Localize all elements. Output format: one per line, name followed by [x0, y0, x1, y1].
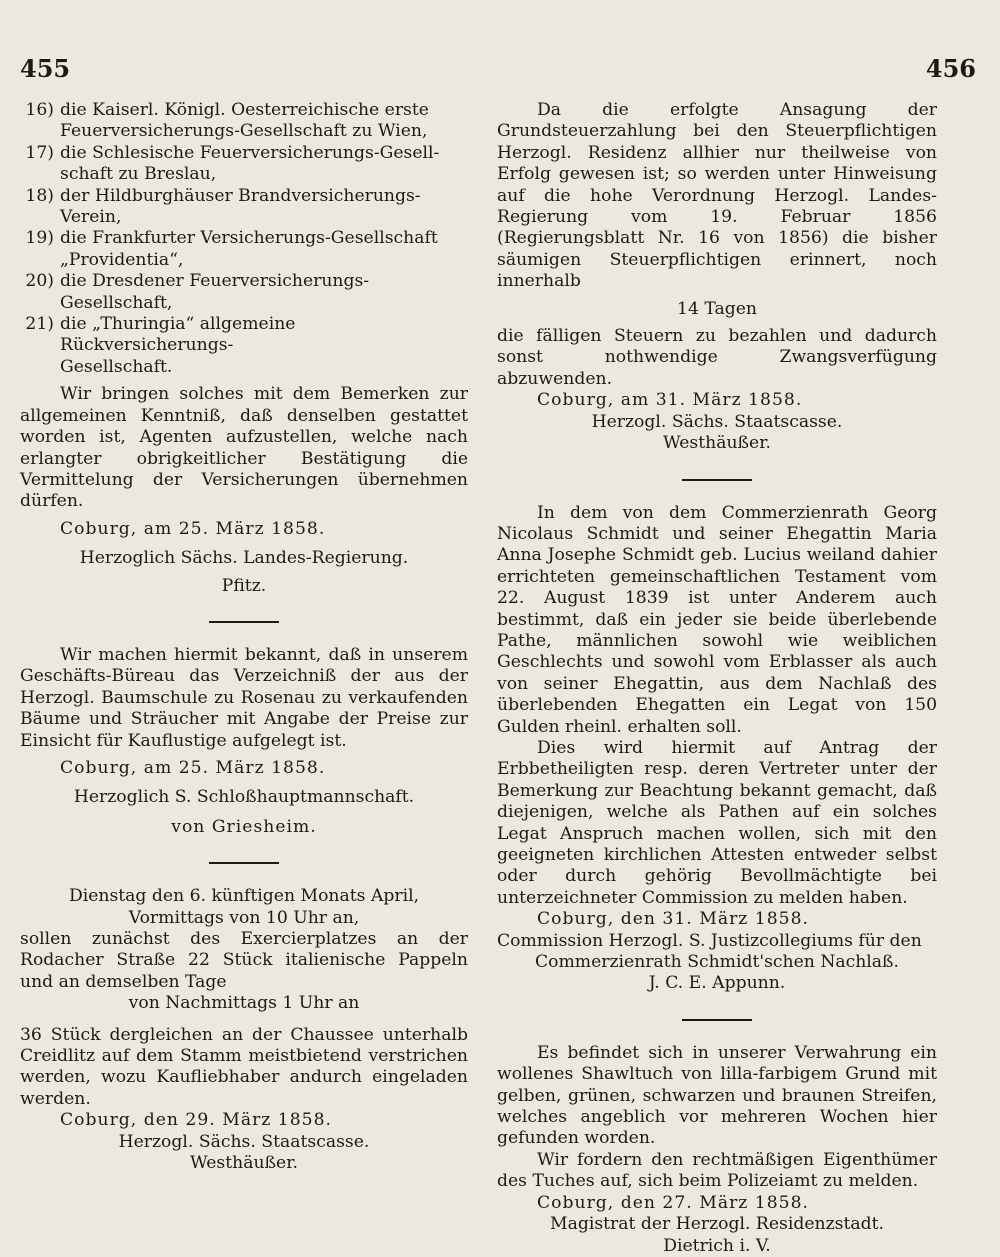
notice-signature: Pfitz.: [221, 575, 267, 596]
notice-body: Es befindet sich in unserer Verwahrung ein wollenes Shawltuch von lilla-farbigem Grund mit gelben, grünen, schwarzen und braunen Streifen, welches angeblich vor mehreren Wochen hier gefunden worden.: [497, 1042, 937, 1149]
section-divider: [682, 1019, 752, 1021]
list-item: 17) die Schlesische Feuerversicherungs-Gesell- schaft zu Breslau,: [25, 142, 440, 185]
notice-authority: Herzogl. Sächs. Staatscasse.: [118, 1131, 370, 1152]
notice-body: 36 Stück dergleichen an der Chaussee unterhalb Creidlitz auf dem Stamm meistbietend verstrichen werden, wozu Kaufliebhaber andurch eingeladen werden.: [20, 1024, 468, 1109]
notice-signature: von Griesheim.: [171, 816, 317, 837]
notice-body: Wir fordern den rechtmäßigen Eigenthümer des Tuches auf, sich beim Polizeiamt zu melden.: [497, 1149, 937, 1192]
notice-body: Dies wird hiermit auf Antrag der Erbbetheiligten resp. deren Vertreter unter der Bemerkung zur Beachtung bekannt gemacht, daß diejenigen, welche als Pathen auf ein solches Legat Anspruch machen wollen, sich mit den geeigneten kirchlichen Attesten entweder selbst oder durch gehörig Bevollmächtigte bei unterzeichneter Commission zu melden haben.: [497, 737, 937, 908]
notice-date: Coburg, am 25. März 1858.: [60, 518, 326, 539]
insurance-company-list: [20, 100, 468, 378]
notice-date: Coburg, den 27. März 1858.: [537, 1192, 810, 1213]
auction-date-line: Dienstag den 6. künftigen Monats April,: [68, 886, 420, 907]
notice-date: Coburg, den 31. März 1858.: [537, 909, 810, 930]
notice-body: Wir machen hiermit bekannt, daß in unserem Geschäfts-Büreau das Verzeichniß der aus der Herzogl. Baumschule zu Rosenau zu verkaufenden Bäume und Sträucher mit Angabe der Preise zur Einsicht für Kauflustige aufgelegt ist.: [20, 644, 468, 751]
notice-signature: Westhäußer.: [663, 433, 771, 454]
notice-body: Da die erfolgte Ansagung der Grundsteuerzahlung bei den Steuerpflichtigen Herzogl. Residenz allhier nur theilweise von Erfolg gewesen ist; so werden unter Hinweisung auf die hohe Verordnung Herzogl. Landes-Regierung vom 19. Februar 1856 (Regierungsblatt Nr. 16 von 1856) die bisher säumigen Steuerpflichtigen erinnert, noch innerhalb: [497, 100, 937, 292]
section-divider: [209, 862, 279, 864]
right-column: [497, 100, 937, 1257]
list-item: 18) der Hildburghäuser Brandversicherungs- Verein,: [25, 185, 421, 228]
page-number-right: 456: [925, 54, 976, 83]
notice-body: Wir bringen solches mit dem Bemerken zur allgemeinen Kenntniß, daß denselben gestattet worden ist, Agenten aufzustellen, welche nach erlangter obrigkeitlicher Bestätigung die Vermittelung der Versicherungen übernehmen dürfen.: [20, 384, 468, 512]
notice-deadline: 14 Tagen: [677, 298, 757, 319]
notice-signature: Dietrich i. V.: [663, 1235, 771, 1256]
list-item: 19) die Frankfurter Versicherungs-Gesellschaft „Providentia“,: [25, 228, 438, 270]
notice-authority: Commerzienrath Schmidt'schen Nachlaß.: [535, 952, 899, 973]
notice-body: In dem von dem Commerzienrath Georg Nicolaus Schmidt und seiner Ehegattin Maria Anna Josephe Schmidt geb. Lucius weiland dahier errichteten gemeinschaftlichen Testament vom 22. August 1839 ist unter Anderem auch bestimmt, daß ein jeder sie beide überlebende Pathe, männlichen sowohl wie weiblichen Geschlechts und sowohl vom Erblasser als auch von seiner Ehegattin, aus dem Nachlaß des überlebenden Ehegatten ein Legat von 150 Gulden rheinl. erhalten soll.: [497, 502, 937, 737]
list-item: 16) die Kaiserl. Königl. Oesterreichische erste Feuerversicherungs-Gesellschaft zu Wien,: [25, 100, 429, 142]
notice-authority: Herzoglich Sächs. Landes-Regierung.: [79, 548, 409, 569]
notice-date: Coburg, am 31. März 1858.: [537, 390, 803, 411]
notice-date: Coburg, den 29. März 1858.: [60, 1110, 333, 1131]
notice-signature: Westhäußer.: [190, 1153, 298, 1174]
notice-body: die fälligen Steuern zu bezahlen und dadurch sonst nothwendige Zwangsverfügung abzuwenden.: [497, 326, 937, 389]
notice-signature: J. C. E. Appunn.: [648, 973, 786, 994]
section-divider: [209, 621, 279, 623]
notice-authority: Herzogl. Sächs. Staatscasse.: [591, 411, 843, 432]
notice-authority: Commission Herzogl. S. Justizcollegiums für den: [497, 930, 922, 951]
auction-time-line: Vormittags von 10 Uhr an,: [128, 907, 360, 928]
section-divider: [682, 479, 752, 481]
left-column: [20, 100, 468, 1174]
list-item: 21) die „Thuringia“ allgemeine Rückversicherungs- Gesellschaft.: [25, 314, 296, 377]
page-number-left: 455: [20, 54, 71, 83]
notice-authority: Magistrat der Herzogl. Residenzstadt.: [549, 1214, 885, 1235]
notice-body: sollen zunächst des Exercierplatzes an der Rodacher Straße 22 Stück italienische Pappeln und an demselben Tage: [20, 929, 468, 992]
notice-date: Coburg, am 25. März 1858.: [60, 757, 326, 778]
notice-authority: Herzoglich S. Schloßhauptmannschaft.: [73, 787, 415, 808]
auction-time-line: von Nachmittags 1 Uhr an: [128, 993, 360, 1014]
list-item: 20) die Dresdener Feuerversicherungs-Gesellschaft,: [25, 271, 370, 313]
